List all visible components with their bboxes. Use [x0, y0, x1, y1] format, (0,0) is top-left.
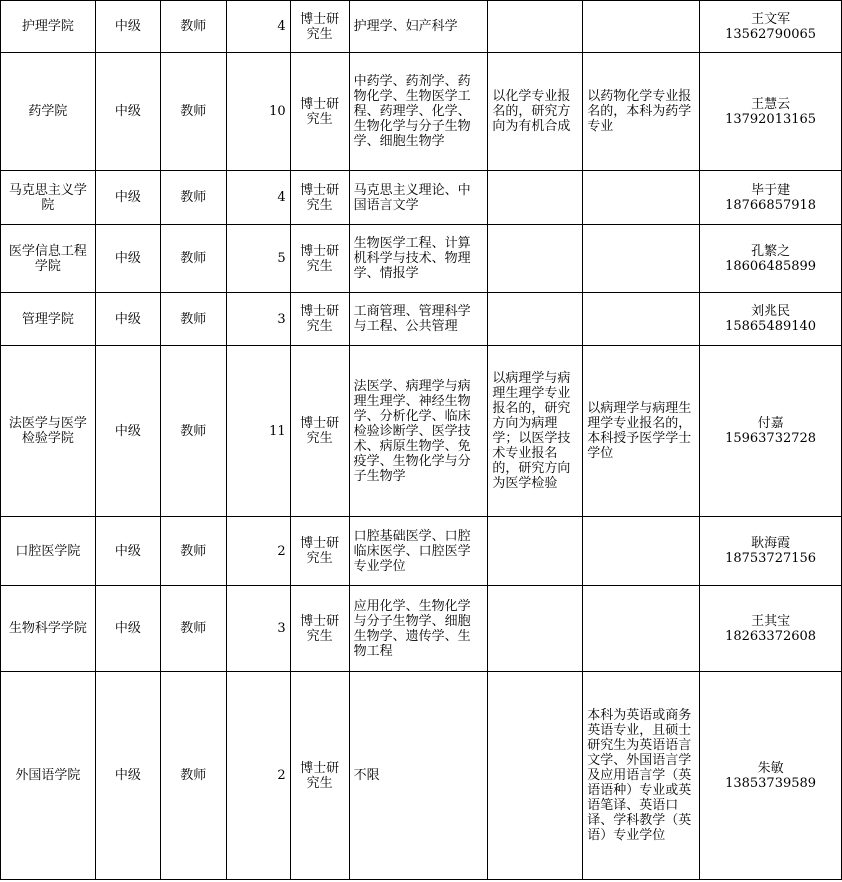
table-row	[1, 1, 842, 53]
count-cell: 2	[226, 517, 290, 586]
major-cell: 生物医学工程、计算机科学与技术、物理学、情报学	[349, 225, 488, 293]
count-cell: 5	[226, 225, 290, 293]
contact-cell	[700, 171, 842, 225]
note-cell	[583, 171, 700, 225]
contact-name: 毕于建	[751, 182, 791, 198]
major-cell: 中药学、药剂学、药物化学、生物医学工程、药理学、化学、生物化学与分子生物学、细胞生物学	[349, 53, 488, 171]
major-cell: 马克思主义理论、中国语言文学	[349, 171, 488, 225]
table-row	[1, 293, 842, 346]
table-row	[1, 517, 842, 586]
college-cell: 生物科学学院	[1, 586, 96, 672]
level-cell: 中级	[95, 1, 160, 53]
college-cell: 护理学院	[1, 1, 96, 53]
contact-phone: 18263372608	[725, 628, 817, 644]
contact-phone: 13792013165	[725, 111, 817, 127]
contact-phone: 15963732728	[725, 431, 817, 446]
count-cell: 2	[226, 672, 290, 880]
table-row	[1, 586, 842, 672]
degree-cell: 博士研究生	[290, 1, 349, 53]
table-body	[1, 1, 842, 880]
table-row	[1, 171, 842, 225]
level-cell: 中级	[95, 672, 160, 880]
contact-cell	[700, 293, 842, 346]
degree-cell: 博士研究生	[290, 171, 349, 225]
college-cell: 药学院	[1, 53, 96, 171]
level-cell: 中级	[95, 346, 160, 517]
post-cell: 教师	[160, 225, 226, 293]
major-cell: 法医学、病理学与病理生理学、神经生物学、分析化学、临床检验诊断学、医学技术、病原生物学、免疫学、生物化学与分子生物学	[349, 346, 488, 517]
requirement-cell	[488, 517, 583, 586]
contact-cell	[700, 586, 842, 672]
note-cell	[583, 1, 700, 53]
contact-name: 王文军	[751, 11, 791, 27]
note-cell	[583, 225, 700, 293]
post-cell: 教师	[160, 1, 226, 53]
requirement-cell	[488, 293, 583, 346]
contact-name: 孔繁之	[751, 243, 791, 259]
contact-name: 刘兆民	[751, 304, 791, 319]
count-cell: 4	[226, 171, 290, 225]
note-cell: 以病理学与病理生理学专业报名的，本科授予医学学士学位	[583, 346, 700, 517]
count-cell: 3	[226, 293, 290, 346]
contact-phone: 18753727156	[725, 551, 817, 566]
requirement-cell	[488, 225, 583, 293]
degree-cell: 博士研究生	[290, 346, 349, 517]
requirement-cell: 以病理学与病理生理学专业报名的，研究方向为病理学；以医学技术专业报名的，研究方向为医学检验	[488, 346, 583, 517]
count-cell: 10	[226, 53, 290, 171]
degree-cell: 博士研究生	[290, 293, 349, 346]
contact-name: 付嘉	[757, 416, 784, 431]
contact-name: 王其宝	[751, 613, 791, 629]
post-cell: 教师	[160, 672, 226, 880]
contact-phone: 13562790065	[725, 26, 817, 42]
note-cell	[583, 586, 700, 672]
college-cell: 医学信息工程学院	[1, 225, 96, 293]
requirement-cell: 以化学专业报名的，研究方向为有机合成	[488, 53, 583, 171]
contact-cell	[700, 672, 842, 880]
college-cell: 口腔医学院	[1, 517, 96, 586]
contact-name: 王慧云	[751, 96, 791, 112]
contact-cell	[700, 225, 842, 293]
count-cell: 3	[226, 586, 290, 672]
contact-phone: 18766857918	[725, 197, 817, 213]
college-cell: 法医学与医学检验学院	[1, 346, 96, 517]
level-cell: 中级	[95, 225, 160, 293]
degree-cell: 博士研究生	[290, 672, 349, 880]
major-cell: 护理学、妇产科学	[349, 1, 488, 53]
degree-cell: 博士研究生	[290, 517, 349, 586]
requirement-cell	[488, 171, 583, 225]
post-cell: 教师	[160, 53, 226, 171]
contact-phone: 18606485899	[725, 258, 817, 274]
contact-phone: 15865489140	[725, 319, 817, 334]
table-row	[1, 672, 842, 880]
contact-cell	[700, 346, 842, 517]
college-cell: 外国语学院	[1, 672, 96, 880]
post-cell: 教师	[160, 346, 226, 517]
requirement-cell	[488, 1, 583, 53]
requirement-cell	[488, 586, 583, 672]
count-cell: 11	[226, 346, 290, 517]
college-cell: 管理学院	[1, 293, 96, 346]
level-cell: 中级	[95, 171, 160, 225]
major-cell: 不限	[349, 672, 488, 880]
contact-cell	[700, 53, 842, 171]
major-cell: 口腔基础医学、口腔临床医学、口腔医学专业学位	[349, 517, 488, 586]
table-row	[1, 225, 842, 293]
count-cell: 4	[226, 1, 290, 53]
degree-cell: 博士研究生	[290, 586, 349, 672]
requirement-cell	[488, 672, 583, 880]
note-cell	[583, 293, 700, 346]
note-cell: 本科为英语或商务英语专业，且硕士研究生为英语语言文学、外国语言学及应用语言学（英语语种）专业或英语笔译、英语口译、学科教学（英语）专业学位	[583, 672, 700, 880]
level-cell: 中级	[95, 293, 160, 346]
level-cell: 中级	[95, 53, 160, 171]
contact-phone: 13853739589	[725, 775, 817, 791]
major-cell: 应用化学、生物化学与分子生物学、细胞生物学、遗传学、生物工程	[349, 586, 488, 672]
degree-cell: 博士研究生	[290, 53, 349, 171]
table-row	[1, 53, 842, 171]
post-cell: 教师	[160, 517, 226, 586]
post-cell: 教师	[160, 586, 226, 672]
note-cell: 以药物化学专业报名的，本科为药学专业	[583, 53, 700, 171]
major-cell: 工商管理、管理科学与工程、公共管理	[349, 293, 488, 346]
college-cell: 马克思主义学院	[1, 171, 96, 225]
contact-name: 耿海霞	[751, 536, 791, 551]
contact-name: 朱敏	[757, 760, 784, 776]
post-cell: 教师	[160, 171, 226, 225]
post-cell: 教师	[160, 293, 226, 346]
contact-cell	[700, 1, 842, 53]
degree-cell: 博士研究生	[290, 225, 349, 293]
contact-cell	[700, 517, 842, 586]
table-row	[1, 346, 842, 517]
level-cell: 中级	[95, 517, 160, 586]
level-cell: 中级	[95, 586, 160, 672]
note-cell	[583, 517, 700, 586]
